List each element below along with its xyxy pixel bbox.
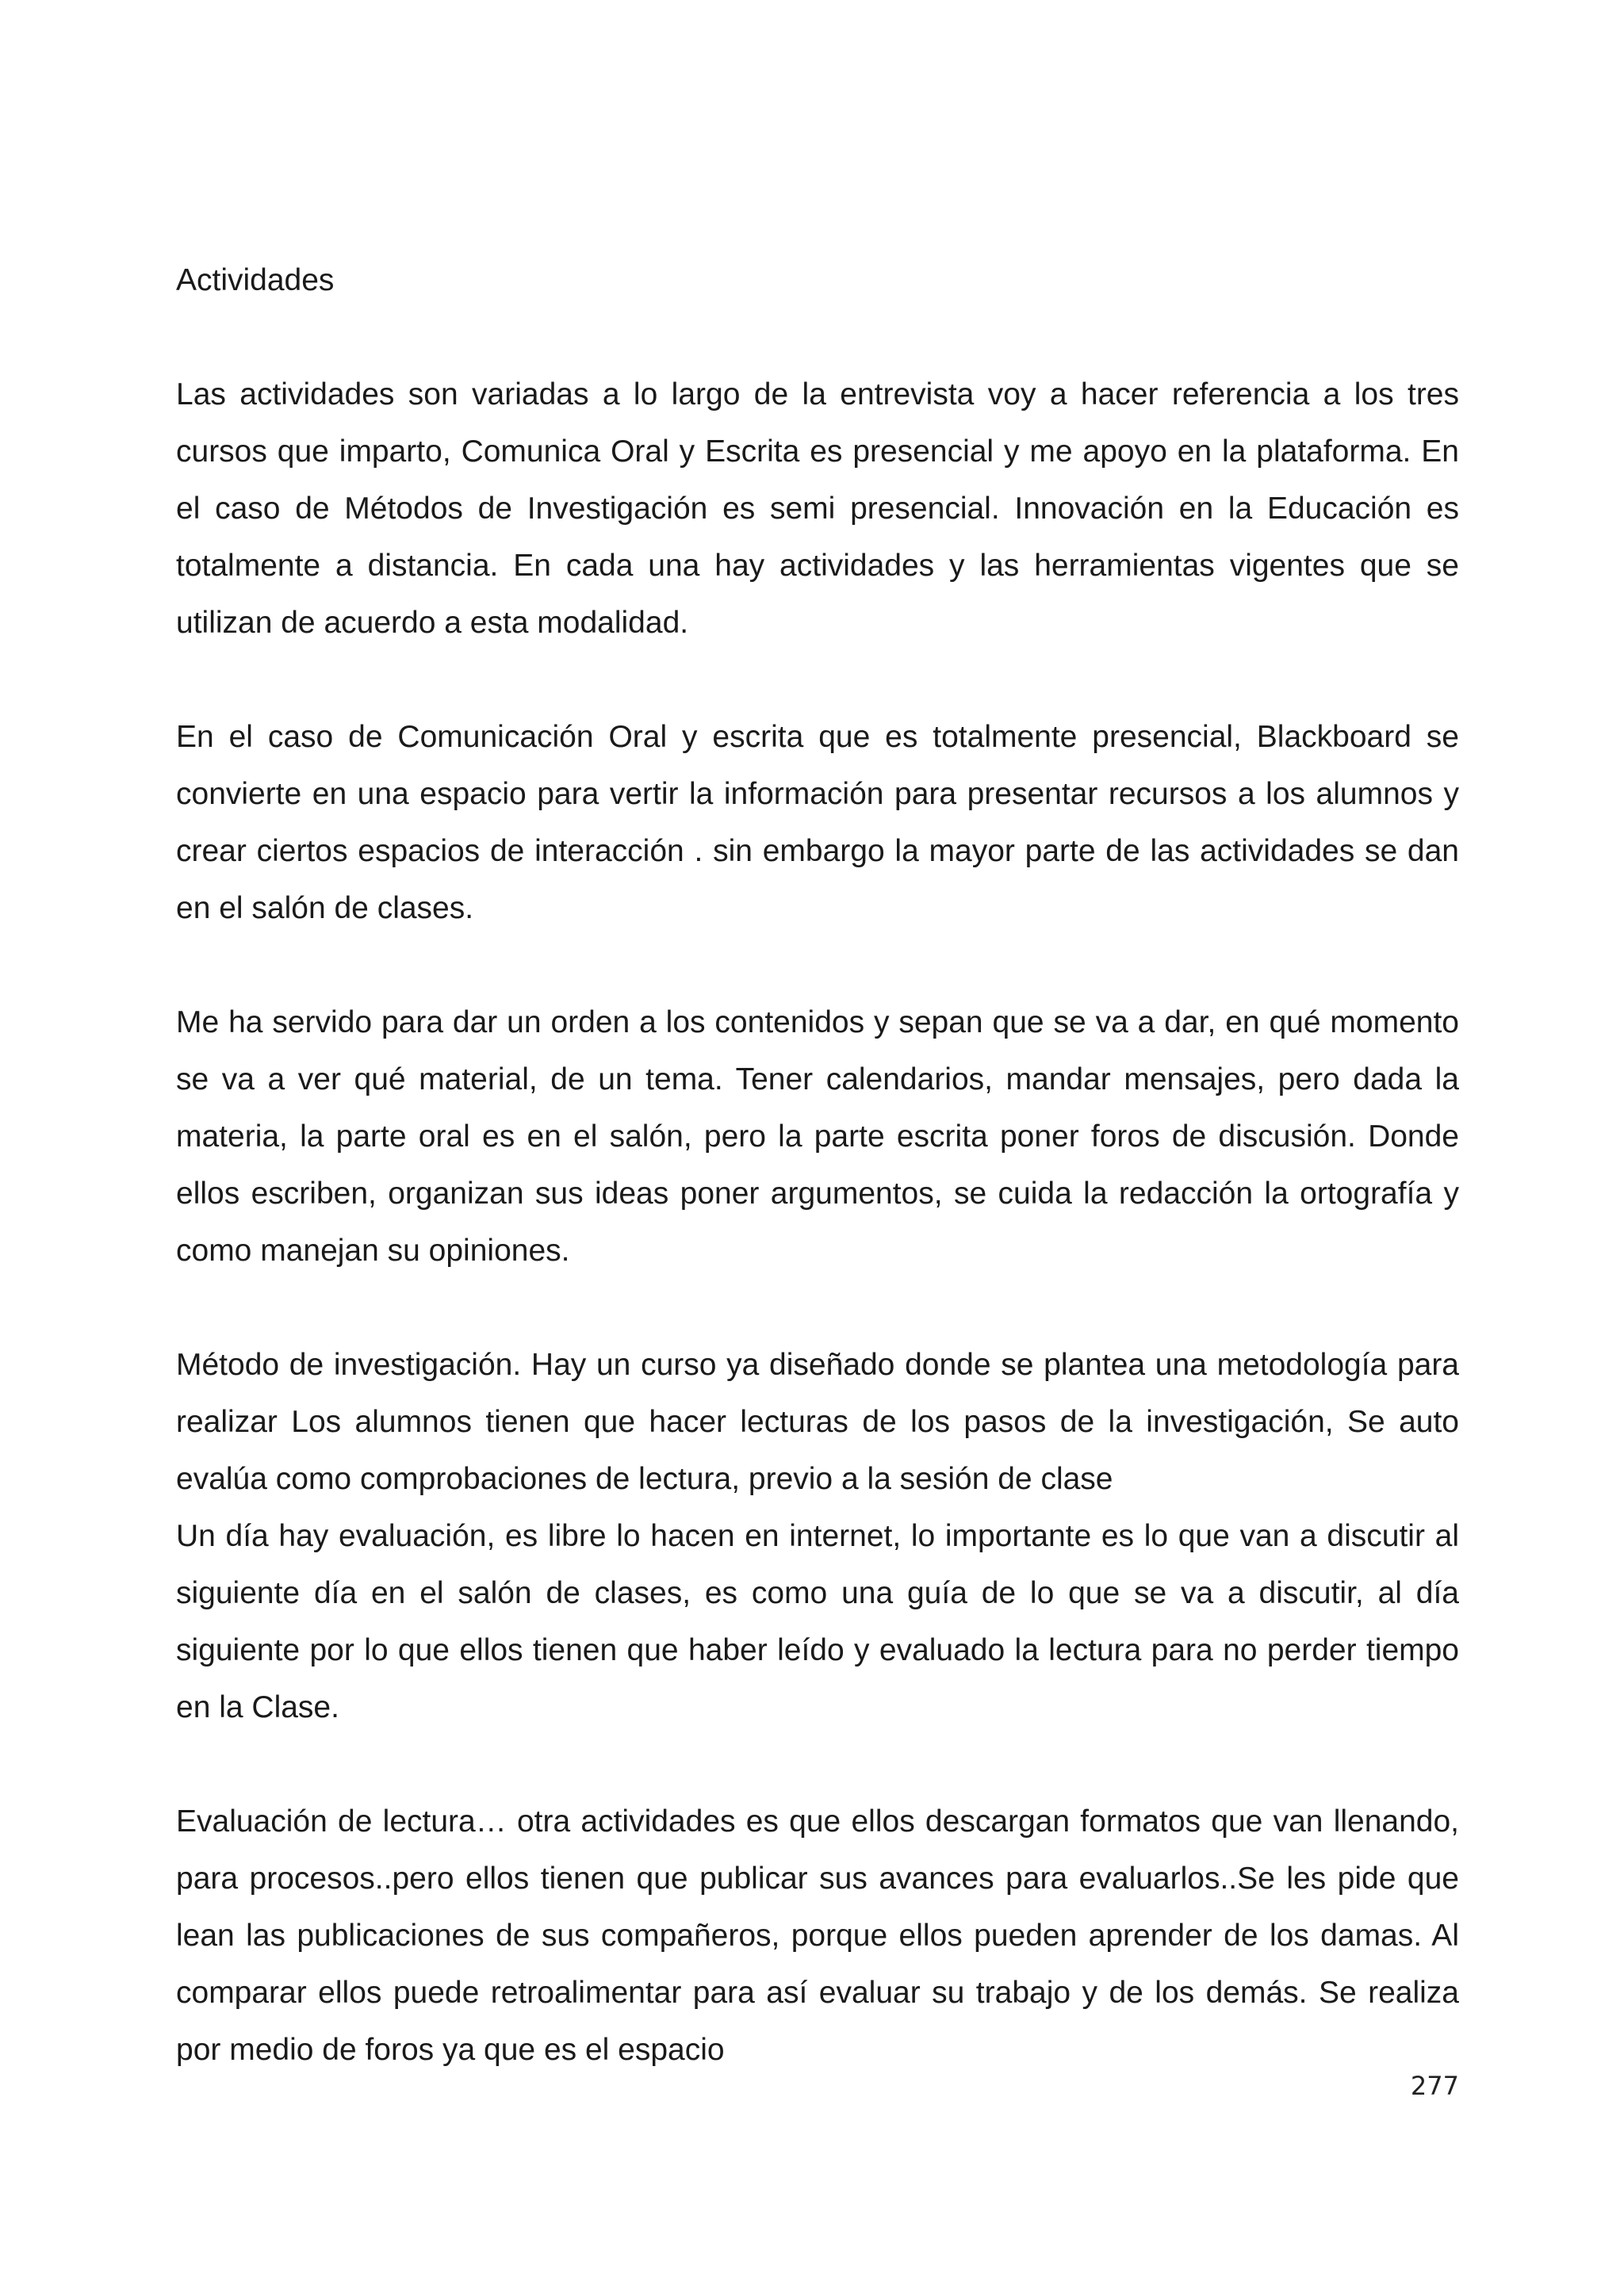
section-heading: Actividades — [176, 263, 335, 297]
paragraph-course-overview: Las actividades son variadas a lo largo de la entrevista voy a hacer referencia a los tres cursos que imparto, Comunica Oral y Escrita es presencial y me apoyo en la plataforma. En el caso de Métodos de Investigación es semi presencial. Innovación en la Educación es totalmente a distancia. En cada una hay actividades y las herramientas vigentes que se utilizan de acuerdo a esta modalidad. — [176, 377, 1459, 640]
paragraph-reading-evaluation: Evaluación de lectura… otra actividades es que ellos descargan formatos que van llenando, para procesos..pero ellos tienen que publicar sus avances para evaluarlos..Se les pide que lean las publicaciones de sus compañeros, porque ellos pueden aprender de los damas. Al comparar ellos puede retroalimentar para así evaluar su trabajo y de los demás. Se realiza por medio de foros ya que es el espacio — [176, 1804, 1459, 2067]
paragraph-oral-written-communication: En el caso de Comunicación Oral y escrita que es totalmente presencial, Blackboard se convierte en una espacio para vertir la información para presentar recursos a los alumnos y crear ciertos espacios de interacción . sin embargo la mayor parte de las actividades se dan en el salón de clases. — [176, 720, 1459, 925]
page-number: 277 — [1410, 2071, 1459, 2101]
paragraph-content-organization: Me ha servido para dar un orden a los contenidos y sepan que se va a dar, en qué momento se va a ver qué material, de un tema. Tener calendarios, mandar mensajes, pero dada la materia, la parte oral es en el salón, pero la parte escrita poner foros de discusión. Donde ellos escriben, organizan sus ideas poner argumentos, se cuida la redacción la ortografía y como manejan su opiniones. — [176, 1005, 1459, 1268]
paragraph-evaluation-day: Un día hay evaluación, es libre lo hacen en internet, lo importante es lo que van a discutir al siguiente día en el salón de clases, es como una guía de lo que se va a discutir, al día siguiente por lo que ellos tienen que haber leído y evaluado la lectura para no perder tiempo en la Clase. — [176, 1519, 1459, 1724]
paragraph-research-method: Método de investigación. Hay un curso ya diseñado donde se plantea una metodología para realizar Los alumnos tienen que hacer lecturas de los pasos de la investigación, Se auto evalúa como comprobaciones de lectura, previo a la sesión de clase — [176, 1348, 1459, 1496]
document-body — [176, 252, 1459, 2079]
